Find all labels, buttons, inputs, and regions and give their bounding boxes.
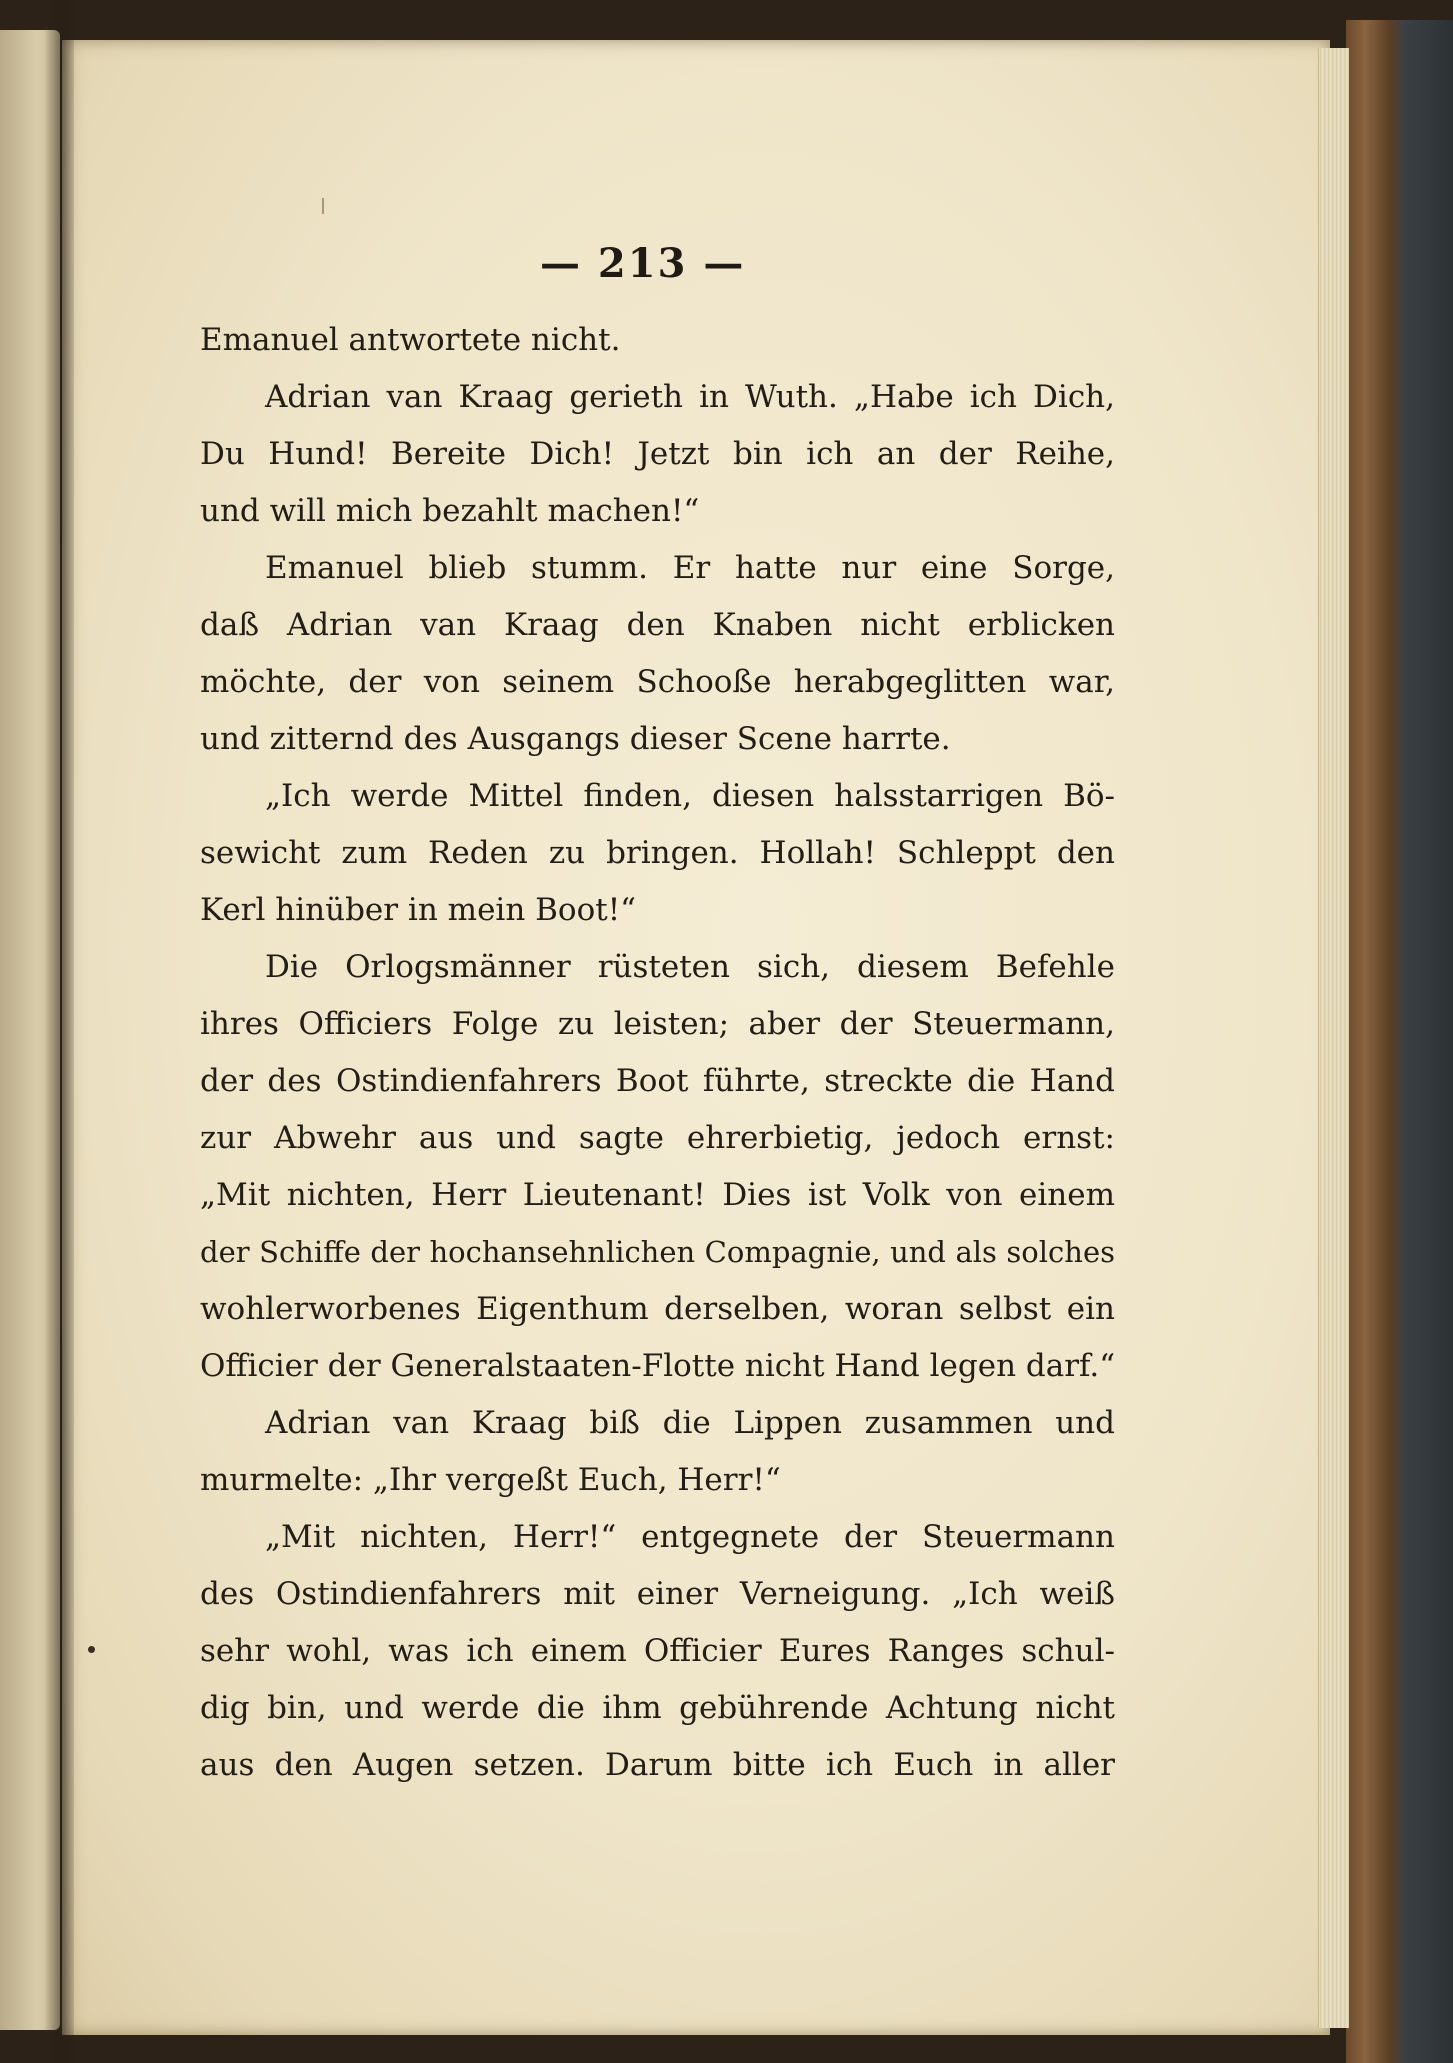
text-line: dig bin, und werde die ihm gebührende Achtung nicht [200,1690,1115,1726]
text-line: Officier der Generalstaaten-Flotte nicht Hand legen darf.“ [200,1348,1116,1384]
text-line: ihres Officiers Folge zu leisten; aber der Steuermann, [200,1006,1115,1042]
text-line: „Mit nichten, Herr!“ entgegnete der Steuermann [265,1519,1115,1555]
book-gutter [44,0,74,2063]
paper-mark [322,198,324,214]
text-line: „Ich werde Mittel finden, diesen halsstarrigen Bö- [265,778,1115,814]
text-line: möchte, der von seinem Schooße herabgeglitten war, [200,664,1115,700]
page-number: — 213 — [540,240,746,287]
text-line: sehr wohl, was ich einem Officier Eures Ranges schul- [200,1633,1115,1669]
text-line: der des Ostindienfahrers Boot führte, streckte die Hand [200,1063,1115,1099]
text-line: wohlerworbenes Eigenthum derselben, woran selbst ein [200,1291,1115,1327]
text-line: und will mich bezahlt machen!“ [200,493,700,529]
text-line: „Mit nichten, Herr Lieutenant! Dies ist Volk von einem [200,1177,1115,1213]
body-text [200,312,1115,1794]
text-line: Emanuel antwortete nicht. [200,322,621,358]
text-line: daß Adrian van Kraag den Knaben nicht erblicken [200,607,1115,643]
text-line: des Ostindienfahrers mit einer Verneigung. „Ich weiß [200,1576,1115,1612]
text-line: Emanuel blieb stumm. Er hatte nur eine Sorge, [265,550,1115,586]
book-cover-edge [1346,20,1453,2063]
text-line: murmelte: „Ihr vergeßt Euch, Herr!“ [200,1462,781,1498]
text-line: sewicht zum Reden zu bringen. Hollah! Schleppt den [200,835,1115,871]
ink-dot [88,1646,95,1653]
text-line: und zitternd des Ausgangs dieser Scene harrte. [200,721,951,757]
text-line: Die Orlogsmänner rüsteten sich, diesem Befehle [265,949,1115,985]
text-line: Adrian van Kraag gerieth in Wuth. „Habe ich Dich, [265,379,1115,415]
text-line: Du Hund! Bereite Dich! Jetzt bin ich an der Reihe, [200,436,1115,472]
text-line: aus den Augen setzen. Darum bitte ich Euch in aller [200,1747,1115,1783]
text-line: zur Abwehr aus und sagte ehrerbietig, jedoch ernst: [200,1120,1115,1156]
text-line: Kerl hinüber in mein Boot!“ [200,892,637,928]
text-line: Adrian van Kraag biß die Lippen zusammen und [265,1405,1115,1441]
text-line: der Schiffe der hochansehnlichen Compagnie, und als solches [200,1235,1115,1269]
page-edges [1318,48,1349,2028]
